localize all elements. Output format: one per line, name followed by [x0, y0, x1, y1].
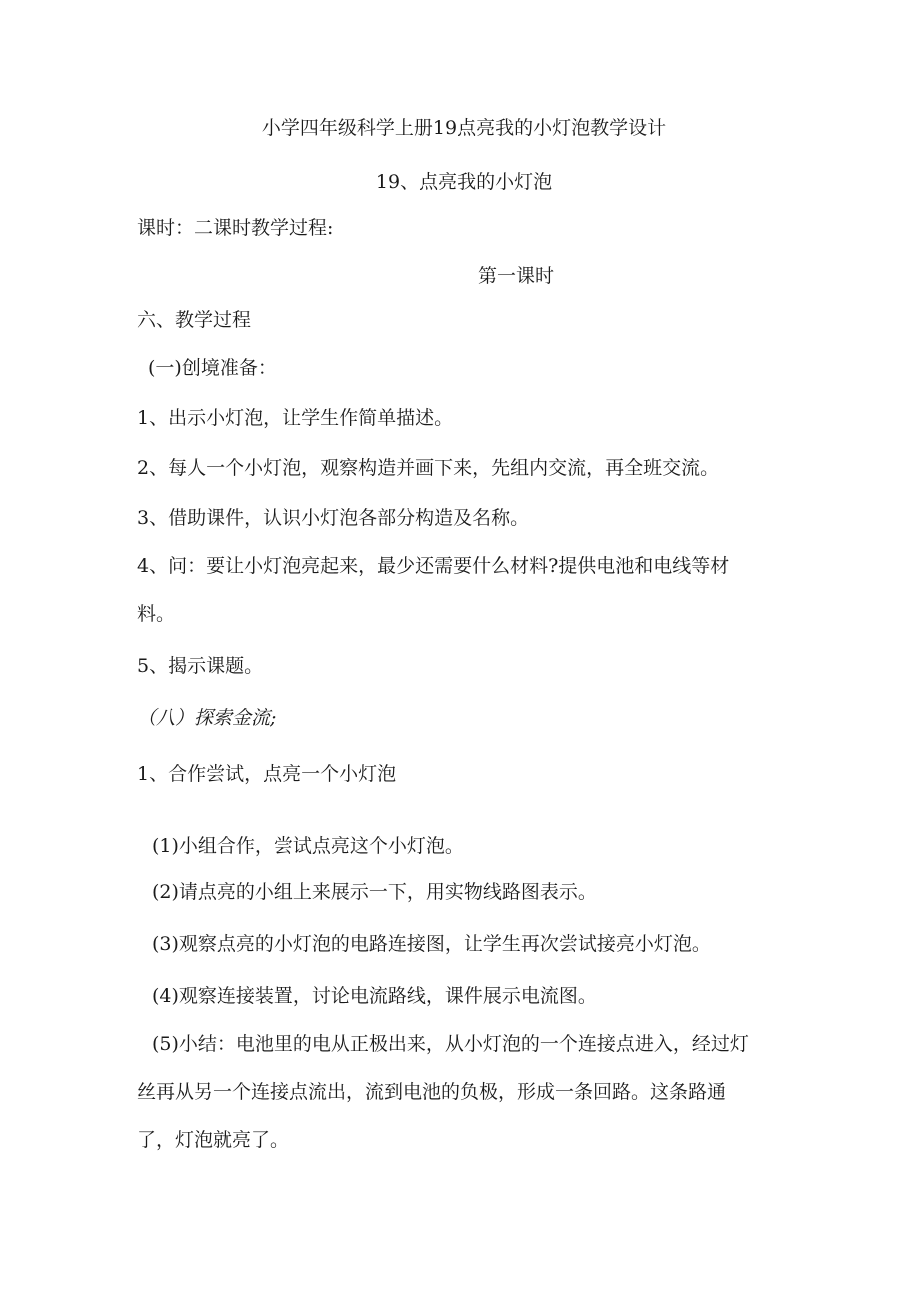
paragraph: (4)观察连接装置，讨论电流路线，课件展示电流图。 [152, 985, 597, 1007]
paragraph: 4、问：要让小灯泡亮起来，最少还需要什么材料?提供电池和电线等材 [137, 555, 730, 577]
paragraph: (5)小结：电池里的电从正极出来，从小灯泡的一个连接点进入，经过灯 [152, 1033, 749, 1055]
class-hours-line: 课时：二课时教学过程: [137, 217, 334, 239]
paragraph: 丝再从另一个连接点流出，流到电池的负极，形成一条回路。这条路通 [137, 1081, 727, 1103]
paragraph: 了，灯泡就亮了。 [137, 1129, 290, 1151]
paragraph: （八）探索金流; [137, 707, 277, 729]
lesson-title: 19、点亮我的小灯泡 [375, 171, 553, 193]
paragraph: (2)请点亮的小组上来展示一下，用实物线路图表示。 [152, 881, 597, 903]
document-title: 小学四年级科学上册19点亮我的小灯泡教学设计 [261, 117, 667, 139]
paragraph: (3)观察点亮的小灯泡的电路连接图，让学生再次尝试接亮小灯泡。 [152, 933, 711, 955]
paragraph: 料。 [137, 603, 176, 625]
paragraph: 1、出示小灯泡，让学生作简单描述。 [137, 407, 454, 429]
section-heading: 第一课时 [477, 265, 554, 287]
paragraph: 2、每人一个小灯泡，观察构造并画下来，先组内交流，再全班交流。 [137, 457, 720, 479]
paragraph: 3、借助课件，认识小灯泡各部分构造及名称。 [137, 507, 530, 529]
paragraph: 六、教学过程 [137, 309, 252, 331]
paragraph: (一)创境准备： [148, 357, 277, 379]
paragraph: (1)小组合作，尝试点亮这个小灯泡。 [152, 835, 464, 857]
paragraph: 5、揭示课题。 [137, 655, 264, 677]
paragraph: 1、合作尝试，点亮一个小灯泡 [137, 763, 397, 785]
